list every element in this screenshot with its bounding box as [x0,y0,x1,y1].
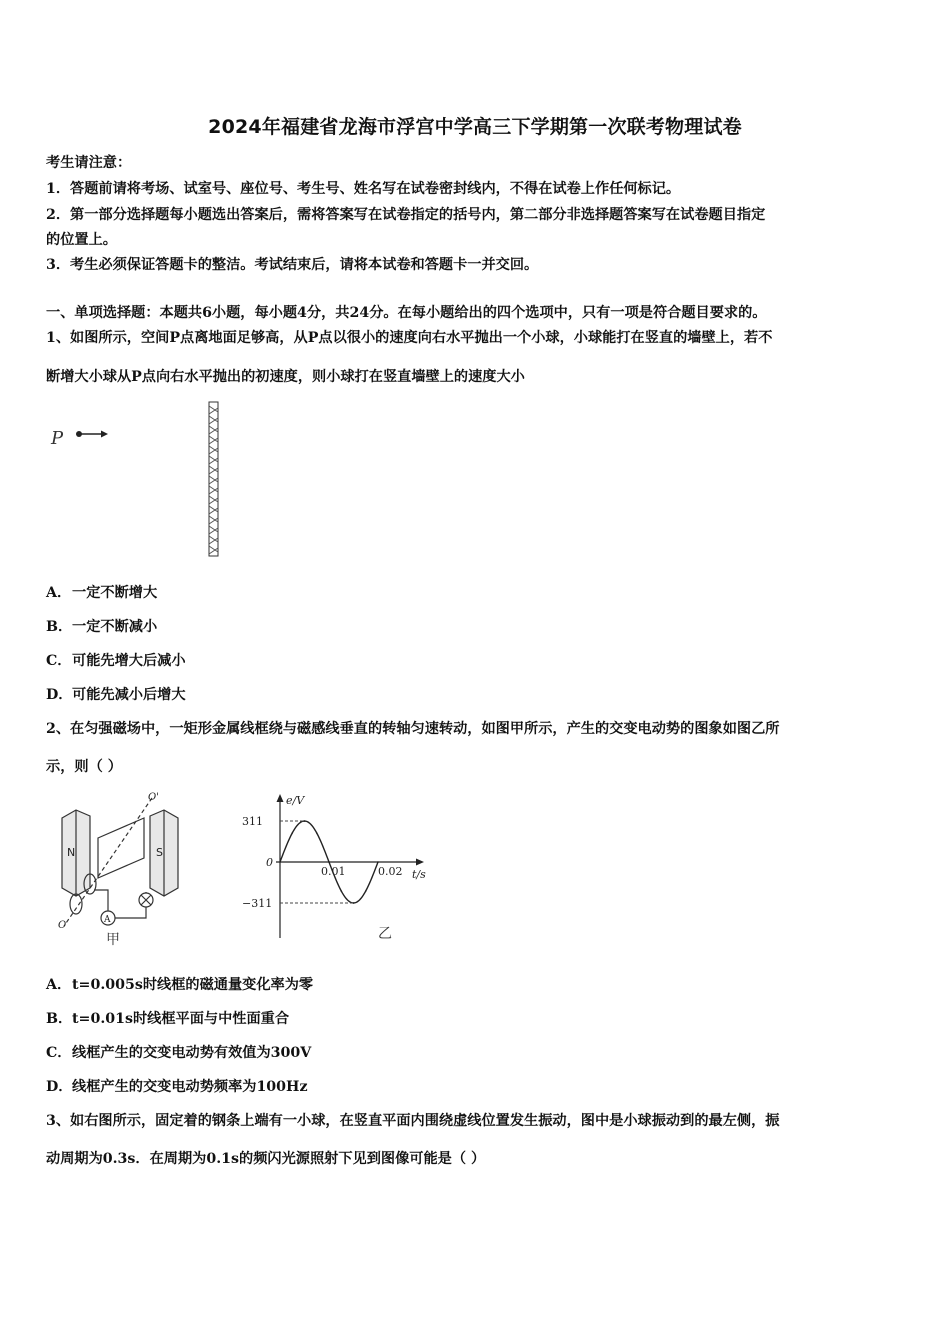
o-prime-label: O' [148,792,159,803]
notice-item-2-cont: 的位置上。 [46,232,117,248]
q2-figure-jia [46,788,196,948]
notice-item-3: 3．考生必须保证答题卡的整洁。考试结束后，请将本试卷和答题卡一并交回。 [46,257,539,273]
q1-stem-line-1: 1、如图所示，空间P点离地面足够高，从P点以很小的速度向右水平抛出一个小球，小球能打在竖直的墙壁上，若不 [46,330,773,346]
caption-jia: 甲 [106,932,120,948]
s-label: S [156,846,163,859]
q2-figure-yi [240,788,440,948]
coil-frame [98,818,144,878]
data-point [291,832,293,834]
data-point [328,861,330,863]
caption-yi: 乙 [378,926,392,942]
q1-figure [46,398,236,562]
x-tick-0.02: 0.02 [378,865,403,878]
notice-item-2: 2．第一部分选择题每小题选出答案后，需将答案写在试卷指定的括号内，第二部分非选择题答案写在试卷题目指定 [46,207,766,223]
y-axis-arrow-icon [277,794,284,802]
x-axis-label: t/s [412,868,426,881]
y-axis-label: e/V [286,794,305,807]
x-axis-arrow-icon [416,859,424,866]
data-point [377,861,379,863]
q2-option-a[interactable]: A．t=0.005s时线框的磁通量变化率为零 [46,977,314,993]
notice-heading: 考生请注意： [46,155,132,171]
q2-stem-line-1: 2、在匀强磁场中，一矩形金属线框绕与磁感线垂直的转轴匀速转动，如图甲所示，产生的交变电动势的图象如图乙所 [46,721,780,737]
q3-stem-line-1: 3、如右图所示，固定着的钢条上端有一小球，在竖直平面内围绕虚线位置发生振动，图中是小球振动到的最左侧，振 [46,1113,780,1129]
q2-stem-line-2: 示，则（ ） [46,759,122,775]
section-heading: 一、单项选择题：本题共6小题，每小题4分，共24分。在每小题给出的四个选项中，只有一项是符合题目要求的。 [46,305,767,321]
n-label: N [67,846,76,859]
data-point [316,832,318,834]
page-title: 2024年福建省龙海市浮宫中学高三下学期第一次联考物理试卷 [208,116,742,138]
origin-label: 0 [266,856,273,869]
notice-item-1: 1．答题前请将考场、试室号、座位号、考生号、姓名写在试卷密封线内，不得在试卷上作任何标记。 [46,181,681,197]
q2-option-d[interactable]: D．线框产生的交变电动势频率为100Hz [46,1079,308,1095]
ammeter-label: A [104,915,111,925]
q1-option-d[interactable]: D．可能先减小后增大 [46,687,186,703]
data-point [279,861,281,863]
q1-option-a[interactable]: A．一定不断增大 [46,585,158,601]
arrow-head-icon [101,431,108,438]
q1-option-b[interactable]: B．一定不断减小 [46,619,158,635]
q1-stem-line-2: 断增大小球从P点向右水平抛出的初速度，则小球打在竖直墙壁上的速度大小 [46,369,525,385]
q3-stem-line-2: 动周期为0.3s．在周期为0.1s的频闪光源照射下见到图像可能是（ ） [46,1151,486,1167]
q1-option-c[interactable]: C．可能先增大后减小 [46,653,186,669]
y-tick-min: −311 [242,897,273,910]
data-point [365,890,367,892]
o-label: O [58,920,67,931]
data-point [340,890,342,892]
q2-option-c[interactable]: C．线框产生的交变电动势有效值为300V [46,1045,312,1061]
x-tick-0.01: 0.01 [321,865,346,878]
point-p-label: P [51,428,64,449]
q2-option-b[interactable]: B．t=0.01s时线框平面与中性面重合 [46,1011,290,1027]
y-tick-max: 311 [242,815,263,828]
